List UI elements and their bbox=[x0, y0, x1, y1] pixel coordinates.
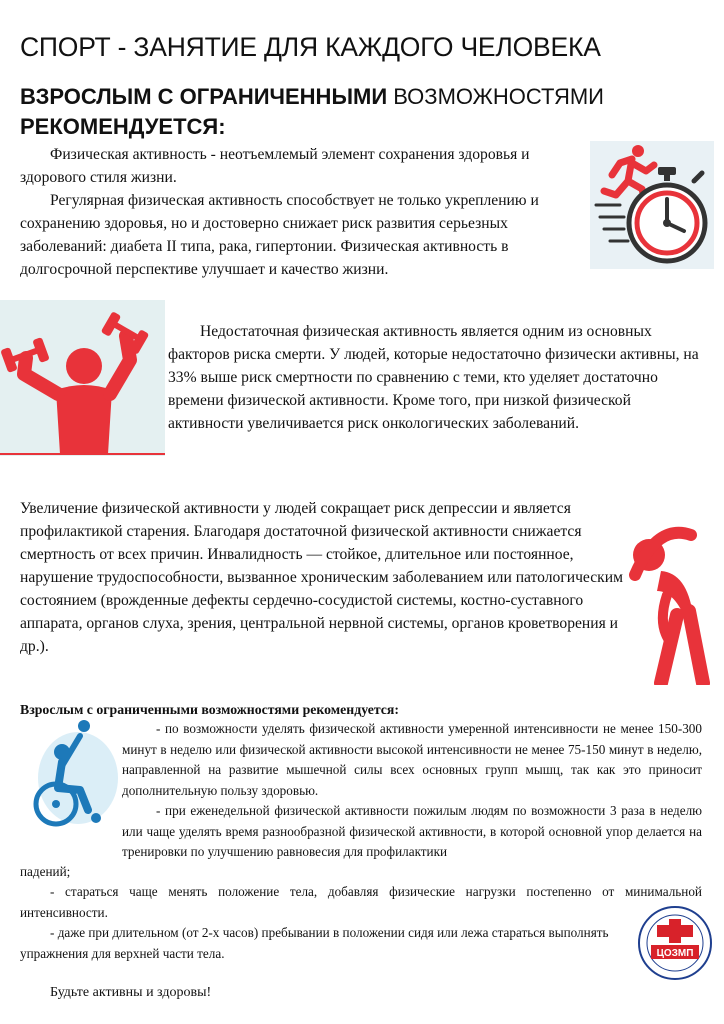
czmp-logo bbox=[637, 905, 713, 981]
recommendation-item-4 bbox=[20, 923, 640, 964]
intro-paragraph-2: Регулярная физическая активность способствует не только укреплению и сохранению здоровья, но и достоверно снижает риск развития серьезных заболеваний: диабета II типа, рака, гипертонии. Физическая активность в долгосрочной перспективе улучшает и качество жизни. bbox=[20, 192, 539, 278]
closing-text: Будьте активны и здоровы! bbox=[50, 985, 212, 1000]
recommendation-item-1 bbox=[122, 719, 702, 801]
intro-section bbox=[20, 143, 586, 281]
intro-paragraph-1: Физическая активность - неотъемлемый элемент сохранения здоровья и здорового стиля жизни. bbox=[20, 146, 530, 186]
risk-section bbox=[168, 320, 708, 435]
recommendations-heading: Взрослым с ограниченными возможностями рекомендуется: bbox=[20, 702, 399, 717]
stretching-person-icon bbox=[627, 515, 719, 685]
recommendation-text-4: - даже при длительном (от 2-х часов) пребывании в положении сидя или лежа стараться выполнять упражнения для верхней части тела. bbox=[20, 925, 609, 961]
recommendation-text-2: - при еженедельной физической активности пожилым людям по возможности 3 раза в неделю или чаще уделять время разнообразной физической активности, в которой основной упор делается на тренировки по улучшению равновесия для профилактики bbox=[122, 803, 702, 859]
recommendation-item-3 bbox=[20, 882, 702, 923]
page-title: СПОРТ - ЗАНЯТИЕ ДЛЯ КАЖДОГО ЧЕЛОВЕКА bbox=[20, 32, 601, 62]
subtitle-bold-part-2: РЕКОМЕНДУЕТСЯ: bbox=[20, 114, 226, 139]
benefit-section bbox=[20, 497, 630, 658]
wheelchair-athlete-icon bbox=[22, 718, 118, 828]
risk-paragraph: Недостаточная физическая активность является одним из основных факторов риска смерти. У людей, которые недостаточно физически активны, на 33% выше риск смертности по сравнению с теми, кто уделяет достаточно времени физической активности. Кроме того, при низкой физической активности увеличивается риск онкологических заболеваний. bbox=[168, 323, 699, 432]
runner-stopwatch-icon bbox=[590, 141, 714, 269]
recommendation-text-3: - стараться чаще менять положение тела, добавляя физические нагрузки постепенно от минимальной интенсивности. bbox=[20, 884, 702, 920]
recommendation-item-2-end bbox=[20, 862, 620, 883]
recommendation-item-2 bbox=[122, 801, 702, 863]
recommendation-text-2-end: падений; bbox=[20, 864, 71, 879]
subtitle-bold-part: ВЗРОСЛЫМ С ОГРАНИЧЕННЫМИ bbox=[20, 84, 388, 109]
dumbbell-person-icon bbox=[0, 300, 165, 456]
benefit-paragraph: Увеличение физической активности у людей сокращает риск депрессии и является профилактикой старения. Благодаря достаточной физической активности снижается смертность от всех причин. Инвалидность — стойкое, длительное или постоянное, нарушение трудоспособности, вызванное хроническим заболеванием или патологическим состоянием (врожденные дефекты сердечно-сосудистой системы, костно-суставного аппарата, органов слуха, зрения, центральной нервной системы, органов кроветворения и др.). bbox=[20, 500, 623, 655]
logo-text: ЦОЗМП bbox=[656, 948, 694, 959]
recommendation-text-1: - по возможности уделять физической активности умеренной интенсивности не менее 150-300 минут в неделю или физической активности высокой интенсивности не менее 75-150 минут в неделю, направленной на развитие мышечной силы всех основных групп мышц, так как это приносит дополнительную пользу здоровью. bbox=[122, 721, 702, 798]
page-subtitle bbox=[20, 82, 660, 142]
subtitle-regular-part: ВОЗМОЖНОСТЯМИ bbox=[387, 84, 604, 109]
